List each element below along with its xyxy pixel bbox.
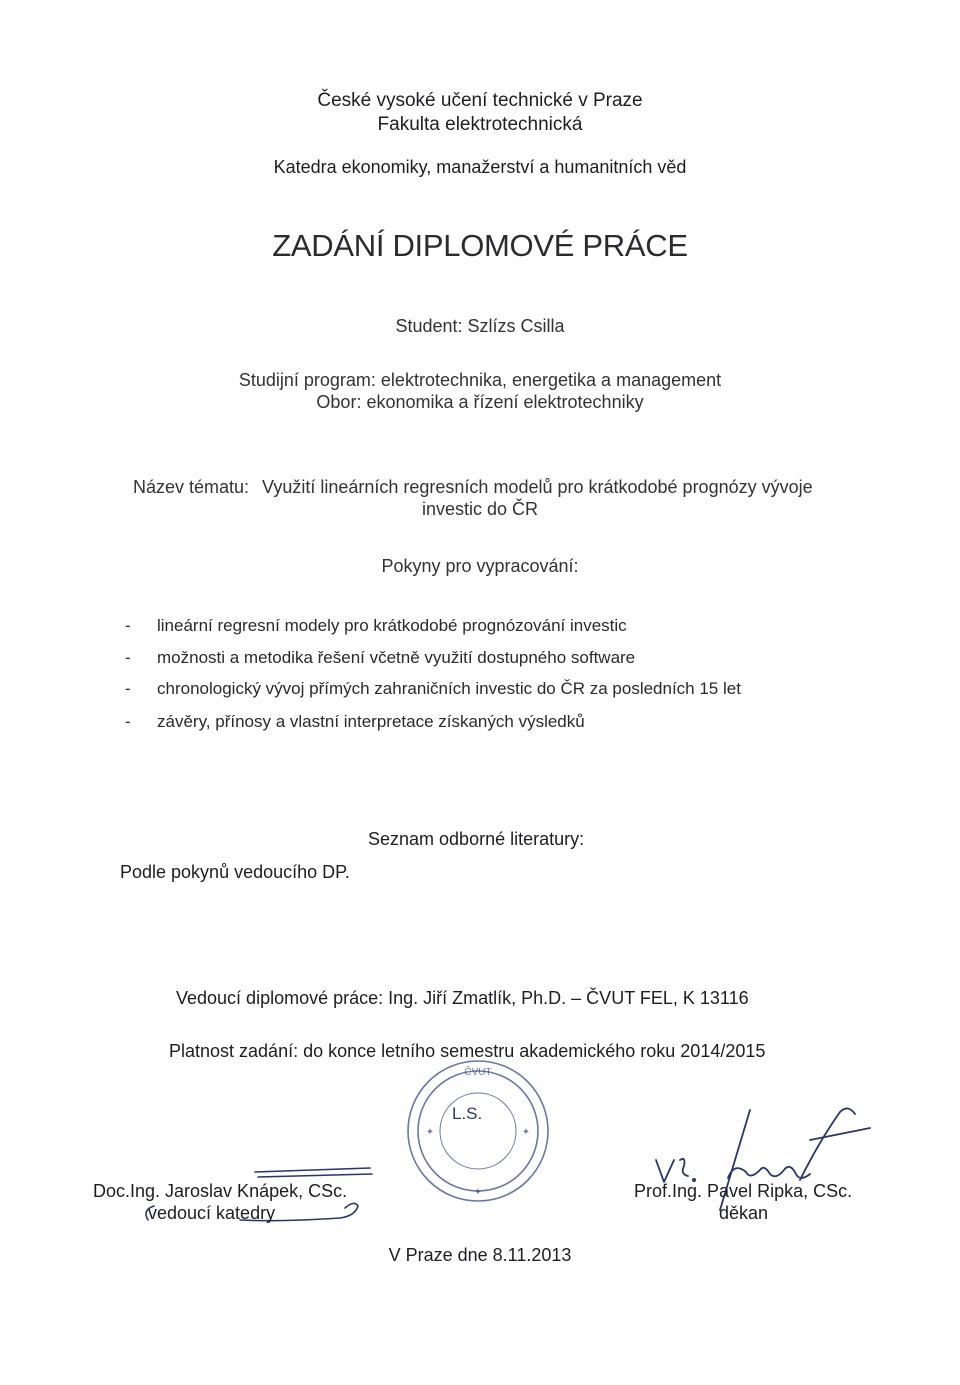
bullet-dash: - <box>125 648 131 667</box>
validity-line: Platnost zadání: do konce letního semestru akademického roku 2014/2015 <box>169 1041 766 1061</box>
stamp-label: L.S. <box>452 1104 483 1123</box>
bullet-dash: - <box>125 679 131 698</box>
head-of-department-role: vedoucí katedry <box>148 1203 276 1223</box>
student-line: Student: Szlízs Csilla <box>395 316 565 336</box>
official-stamp <box>402 1055 554 1207</box>
bullet-dash: - <box>125 616 131 635</box>
instruction-item <box>125 616 627 636</box>
instruction-text: možnosti a metodika řešení včetně využití dostupného software <box>157 648 636 667</box>
svg-text:ČVUT: ČVUT <box>464 1067 492 1078</box>
svg-text:✦: ✦ <box>473 1187 483 1198</box>
svg-text:✦: ✦ <box>425 1127 435 1138</box>
faculty-name: Fakulta elektrotechnická <box>377 114 583 135</box>
topic-title-line-1: Využití lineárních regresních modelů pro krátkodobé prognózy vývoje <box>262 477 813 497</box>
instructions-heading: Pokyny pro vypracování: <box>381 556 579 576</box>
instruction-text: lineární regresní modely pro krátkodobé prognózování investic <box>157 616 627 635</box>
instruction-item <box>125 648 635 668</box>
literature-heading: Seznam odborné literatury: <box>368 829 585 849</box>
supervisor-line: Vedoucí diplomové práce: Ing. Jiří Zmatlík, Ph.D. – ČVUT FEL, K 13116 <box>176 988 749 1008</box>
bullet-dash: - <box>125 712 131 731</box>
literature-text: Podle pokynů vedoucího DP. <box>120 862 350 882</box>
dean-signature-image <box>650 1100 880 1220</box>
topic-title-line-2: investic do ČR <box>421 499 539 519</box>
instruction-item <box>125 679 741 699</box>
dean-name: Prof.Ing. Pavel Ripka, CSc. <box>634 1181 853 1201</box>
topic-label: Název tématu: <box>133 477 250 497</box>
instruction-text: závěry, přínosy a vlastní interpretace získaných výsledků <box>157 712 585 731</box>
branch-line: Obor: ekonomika a řízení elektrotechniky <box>316 392 644 412</box>
department-name: Katedra ekonomiky, manažerství a humanitních věd <box>273 157 687 177</box>
document-title: ZADÁNÍ DIPLOMOVÉ PRÁCE <box>272 228 688 263</box>
instruction-text: chronologický vývoj přímých zahraničních investic do ČR za posledních 15 let <box>157 679 741 698</box>
place-and-date: V Praze dne 8.11.2013 <box>388 1245 572 1265</box>
head-of-department-name: Doc.Ing. Jaroslav Knápek, CSc. <box>93 1181 348 1201</box>
instruction-item <box>125 712 585 732</box>
university-name: České vysoké učení technické v Praze <box>317 90 643 111</box>
svg-text:✦: ✦ <box>521 1127 531 1138</box>
dean-role: děkan <box>719 1203 769 1223</box>
study-program-line: Studijní program: elektrotechnika, energetika a management <box>238 370 722 390</box>
